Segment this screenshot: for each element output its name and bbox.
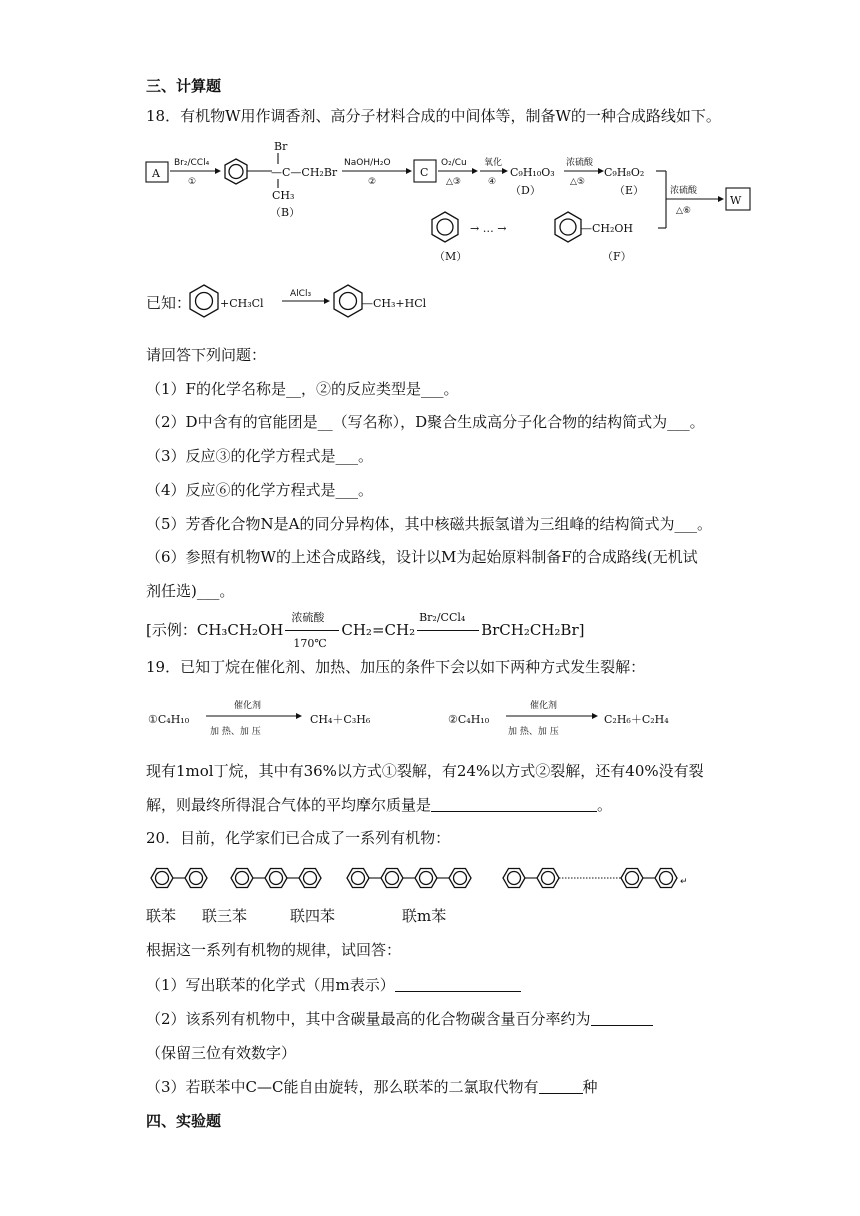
- example-arrow-2: Br₂/CCl₄: [415, 620, 481, 640]
- m-phenyl-end-ring-2-aromatic: [660, 872, 673, 885]
- compound-d: C₉H₁₀O₃: [510, 166, 555, 179]
- terphenyl-ring-2-aromatic: [270, 872, 283, 885]
- q20-answer-blank-2[interactable]: [591, 1011, 653, 1026]
- q20-name-biphenyl: 联苯: [146, 907, 177, 925]
- q19-answer-blank[interactable]: [431, 797, 597, 812]
- label-c: C: [420, 166, 429, 179]
- return-mark-icon: ↵: [680, 877, 688, 887]
- q18-part-1: （1）F的化学名称是__，②的反应类型是___。: [146, 380, 459, 398]
- q18-ask: 请回答下列问题：: [146, 346, 267, 364]
- m-phenyl-end-ring-1-aromatic: [626, 872, 639, 885]
- eq1-left: ①C₄H₁₀: [148, 713, 190, 726]
- quaterphenyl-ring-1-aromatic: [352, 872, 365, 885]
- label-a: A: [152, 167, 160, 180]
- q20-part-3: （3）若联苯中C—C能自由旋转，那么联苯的二氯取代物有 种: [146, 1078, 598, 1096]
- example-prefix: [示例：CH₃CH₂OH: [146, 621, 284, 639]
- q20-part-1: （1）写出联苯的化学式（用m表示）: [146, 975, 521, 995]
- reagent-1: Br₂/CCl₄: [174, 158, 210, 168]
- m-phenyl-start-ring-1-aromatic: [508, 872, 521, 885]
- m-label: （M）: [434, 250, 468, 263]
- q18-stem: 18．有机物W用作调香剂、高分子材料合成的中间体等，制备W的一种合成路线如下。: [146, 107, 721, 125]
- eq2-conditions: 加 热、加 压: [508, 727, 559, 737]
- reagent-4: 氧化: [484, 158, 503, 168]
- example-mid: CH₂=CH₂: [341, 621, 416, 639]
- q20-name-m-phenyl: 联m苯: [402, 907, 447, 925]
- reagent-3: O₂/Cu: [441, 158, 467, 168]
- eq2-catalyst: 催化剂: [530, 701, 558, 711]
- benzene-m: [432, 212, 458, 242]
- q18-synthesis-scheme: [140, 138, 760, 268]
- q18-part-2: （2）D中含有的官能团是__（写名称），D聚合生成高分子化合物的结构简式为___。: [146, 413, 705, 431]
- reagent-5: 浓硫酸: [566, 158, 594, 168]
- q20-stem: 20．目前，化学家们已合成了一系列有机物：: [146, 829, 451, 847]
- q19-text-1: 现有1mol丁烷，其中有36%以方式①裂解，有24%以方式②裂解，还有40%没有裂: [146, 762, 704, 780]
- q19-text-2: 解，则最终所得混合气体的平均摩尔质量是 。: [146, 796, 613, 814]
- biphenyl-ring-1-aromatic: [156, 872, 169, 885]
- b-label: （B）: [270, 206, 301, 219]
- reagent-2: NaOH/H₂O: [344, 158, 391, 168]
- eq2-right: C₂H₆＋C₂H₄: [604, 713, 669, 726]
- q18-part-5: （5）芳香化合物N是A的同分异构体，其中核磁共振氢谱为三组峰的结构简式为___。: [146, 515, 713, 533]
- known-plus: +CH₃Cl: [220, 297, 264, 310]
- known-reaction: [186, 280, 486, 324]
- biphenyl-ring-2-aromatic: [190, 872, 203, 885]
- section-heading-4: 四、实验题: [146, 1112, 222, 1130]
- terphenyl-ring-3-aromatic: [304, 872, 317, 885]
- benzene-known-1: [190, 285, 218, 317]
- section-heading-3: 三、计算题: [146, 77, 222, 95]
- q20-answer-blank-3[interactable]: [539, 1079, 583, 1094]
- m-to-f-arrows: → … →: [470, 222, 507, 235]
- q18-part-4: （4）反应⑥的化学方程式是___。: [146, 481, 374, 499]
- eq1-catalyst: 催化剂: [234, 701, 262, 711]
- quaterphenyl-ring-4-aromatic: [454, 872, 467, 885]
- benzene-b: [225, 159, 247, 184]
- q20-answer-blank-1[interactable]: [395, 977, 521, 992]
- b-chain: —C—CH₂Br: [271, 166, 338, 179]
- b-br: Br: [274, 140, 288, 153]
- q20-name-quaterphenyl: 联四苯: [290, 907, 336, 925]
- eq1-right: CH₄＋C₃H₆: [310, 713, 371, 726]
- example-arrow-1: 浓硫酸 170℃: [283, 620, 341, 640]
- d-label: （D）: [510, 184, 541, 197]
- q18-example: [146, 611, 585, 650]
- known-prefix: 已知：: [146, 294, 192, 312]
- q18-part-6: （6）参照有机物W的上述合成路线，设计以M为起始原料制备F的合成路线(无机试: [146, 548, 698, 566]
- f-label: （F）: [602, 250, 632, 263]
- terphenyl-ring-1-aromatic: [236, 872, 249, 885]
- q20-part-2: （2）该系列有机物中，其中含碳量最高的化合物碳含量百分率约为: [146, 1009, 653, 1029]
- f-group: —CH₂OH: [581, 222, 634, 235]
- q18-part-3: （3）反应③的化学方程式是___。: [146, 447, 374, 465]
- q20-ask: 根据这一系列有机物的规律，试回答：: [146, 941, 402, 959]
- example-end: BrCH₂CH₂Br]: [481, 621, 585, 639]
- step-6: △⑥: [676, 206, 691, 216]
- e-label: （E）: [614, 184, 645, 197]
- q20-name-terphenyl: 联三苯: [202, 907, 248, 925]
- step-5: △⑤: [570, 177, 585, 187]
- q19-stem: 19．已知丁烷在催化剂、加热、加压的条件下会以如下两种方式发生裂解：: [146, 658, 646, 676]
- reagent-6: 浓硫酸: [670, 186, 698, 196]
- q19-equations: [146, 690, 706, 746]
- known-product: —CH₃+HCl: [362, 297, 427, 310]
- known-reagent: AlCl₃: [290, 289, 312, 299]
- quaterphenyl-ring-3-aromatic: [420, 872, 433, 885]
- m-phenyl-start-ring-2-aromatic: [542, 872, 555, 885]
- q20-part-2-note: （保留三位有效数字）: [146, 1044, 297, 1062]
- q20-polyphenyl-series: [140, 860, 720, 896]
- compound-e: C₉H₈O₂: [604, 166, 645, 179]
- benzene-known-2: [334, 285, 362, 317]
- benzene-f: [555, 212, 581, 242]
- quaterphenyl-ring-2-aromatic: [386, 872, 399, 885]
- b-ch3: CH₃: [272, 189, 295, 202]
- step-3: △③: [446, 177, 461, 187]
- eq1-conditions: 加 热、加 压: [210, 727, 261, 737]
- step-2: ②: [368, 177, 377, 187]
- q18-part-6-cont: 剂任选)___。: [146, 582, 235, 600]
- step-1: ①: [188, 177, 197, 187]
- eq2-left: ②C₄H₁₀: [448, 713, 490, 726]
- label-w: W: [730, 194, 742, 207]
- step-4: ④: [488, 177, 497, 187]
